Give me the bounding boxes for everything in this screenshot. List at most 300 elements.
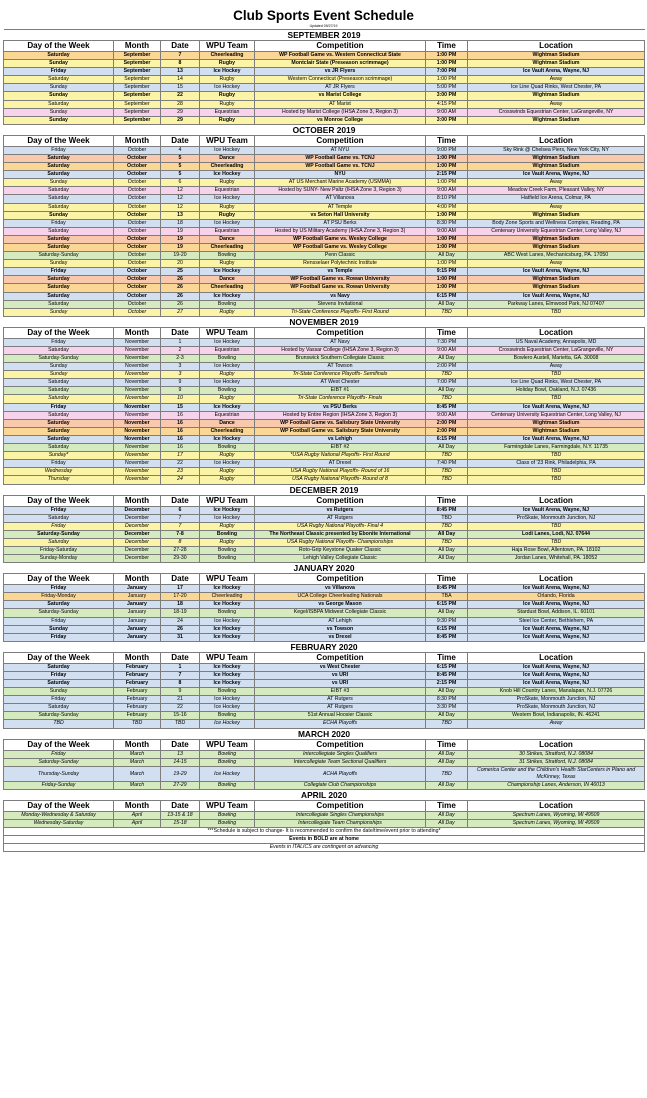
column-header: WPU Team — [200, 327, 255, 338]
time-cell: 1:00 PM — [426, 52, 468, 60]
team-cell: Bowling — [200, 555, 255, 563]
event-row — [4, 219, 645, 227]
column-header: Day of the Week — [4, 495, 114, 506]
location-cell: Knob Hill Country Lanes, Manalapan, N.J. 07726 — [468, 688, 645, 696]
date-cell: 26 — [161, 284, 200, 292]
date-cell: 15 — [161, 84, 200, 92]
day-cell: Saturday — [4, 52, 114, 60]
column-header: Competition — [255, 327, 426, 338]
date-cell: 26 — [161, 276, 200, 284]
location-cell: Wightman Stadium — [468, 52, 645, 60]
event-row — [4, 419, 645, 427]
column-header: WPU Team — [200, 574, 255, 585]
column-header: Month — [114, 800, 161, 811]
month-cell: November — [114, 387, 161, 395]
event-row — [4, 163, 645, 171]
time-cell: 6:15 PM — [426, 601, 468, 609]
column-header: Competition — [255, 652, 426, 663]
month-heading-row — [4, 124, 645, 135]
event-row — [4, 680, 645, 688]
time-cell: 9:30 PM — [426, 617, 468, 625]
team-cell: Dance — [200, 419, 255, 427]
event-row — [4, 411, 645, 419]
date-cell: 18-19 — [161, 609, 200, 617]
event-row — [4, 84, 645, 92]
team-cell: Cheerleading — [200, 427, 255, 435]
competition-cell: Montclair State (Preseason scrimmage) — [255, 60, 426, 68]
day-cell: Saturday — [4, 100, 114, 108]
team-cell: Bowling — [200, 300, 255, 308]
column-header: Time — [426, 800, 468, 811]
day-cell: Saturday — [4, 300, 114, 308]
month-cell: March — [114, 750, 161, 758]
time-cell: All Day — [426, 712, 468, 720]
day-cell: Friday — [4, 338, 114, 346]
column-header: Competition — [255, 495, 426, 506]
team-cell: Rugby — [200, 371, 255, 379]
date-cell: 5 — [161, 171, 200, 179]
competition-cell: vs Rutgers — [255, 506, 426, 514]
location-cell: Ice Vault Arena, Wayne, NJ — [468, 435, 645, 443]
month-cell: November — [114, 355, 161, 363]
date-cell: 4 — [161, 146, 200, 154]
team-cell: Ice Hockey — [200, 617, 255, 625]
day-cell: Saturday — [4, 411, 114, 419]
competition-cell: Intercollegiate Singles Qualifiers — [255, 750, 426, 758]
month-cell: October — [114, 243, 161, 251]
competition-cell: vs George Mason — [255, 601, 426, 609]
time-cell: 5:00 PM — [426, 84, 468, 92]
month-cell: October — [114, 179, 161, 187]
month-heading-row — [4, 563, 645, 574]
event-row — [4, 688, 645, 696]
column-header: Competition — [255, 574, 426, 585]
date-cell: 31 — [161, 633, 200, 641]
location-cell: Lodi Lanes, Lodi, NJ. 07644 — [468, 530, 645, 538]
location-cell: Wightman Stadium — [468, 154, 645, 162]
location-cell: Away — [468, 76, 645, 84]
month-heading-row — [4, 30, 645, 41]
column-header: Time — [426, 135, 468, 146]
time-cell: 3:30 PM — [426, 704, 468, 712]
date-cell: 9 — [161, 379, 200, 387]
team-cell: Equestrian — [200, 346, 255, 354]
competition-cell: AT Marist — [255, 100, 426, 108]
location-cell: Away — [468, 100, 645, 108]
location-cell: Stardust Bowl, Addison, IL. 60101 — [468, 609, 645, 617]
competition-cell: AT Temple — [255, 203, 426, 211]
team-cell: Ice Hockey — [200, 680, 255, 688]
month-heading-row — [4, 728, 645, 739]
location-cell: Meadow Creek Farm, Pleasant Valley, NY — [468, 187, 645, 195]
date-cell: 29 — [161, 116, 200, 124]
month-heading: OCTOBER 2019 — [4, 124, 645, 135]
competition-cell: AT PSU Berks — [255, 219, 426, 227]
day-cell: Friday — [4, 585, 114, 593]
month-heading: JANUARY 2020 — [4, 563, 645, 574]
date-cell: 14-15 — [161, 758, 200, 766]
column-header: Month — [114, 327, 161, 338]
date-cell: 16 — [161, 411, 200, 419]
date-cell: 22 — [161, 704, 200, 712]
competition-cell: WP Football Game vs. Rowan University — [255, 284, 426, 292]
team-cell: Cheerleading — [200, 52, 255, 60]
column-header: Date — [161, 739, 200, 750]
time-cell: All Day — [426, 609, 468, 617]
event-row — [4, 427, 645, 435]
month-cell: November — [114, 403, 161, 411]
competition-cell: Intercollegiate Team Championships — [255, 819, 426, 827]
event-row — [4, 468, 645, 476]
competition-cell: WP Football Game vs. Salisbury State University — [255, 419, 426, 427]
day-cell: Friday — [4, 460, 114, 468]
time-cell: 2:15 PM — [426, 680, 468, 688]
month-cell: November — [114, 379, 161, 387]
month-cell: January — [114, 601, 161, 609]
time-cell: 1:00 PM — [426, 179, 468, 187]
competition-cell: NYU — [255, 171, 426, 179]
date-cell: 12 — [161, 195, 200, 203]
location-cell: Ice Vault Arena, Wayne, NJ — [468, 633, 645, 641]
time-cell: TBA — [426, 593, 468, 601]
event-row — [4, 625, 645, 633]
event-row — [4, 538, 645, 546]
column-header-row — [4, 327, 645, 338]
event-row — [4, 522, 645, 530]
location-cell: Comerica Center and the Children's Health StarCenters in Plano and McKinney, Texas — [468, 766, 645, 781]
day-cell: Saturday-Sunday — [4, 712, 114, 720]
column-header: Location — [468, 495, 645, 506]
day-cell: Thursday — [4, 476, 114, 484]
location-cell: US Naval Academy, Annapolis, MD — [468, 338, 645, 346]
date-cell: 15-18 — [161, 819, 200, 827]
location-cell: Ice Line Quad Rinks, West Chester, PA — [468, 379, 645, 387]
team-cell: Ice Hockey — [200, 625, 255, 633]
column-header: Competition — [255, 800, 426, 811]
time-cell: 1:00 PM — [426, 154, 468, 162]
team-cell: Ice Hockey — [200, 663, 255, 671]
team-cell: Ice Hockey — [200, 435, 255, 443]
date-cell: 26 — [161, 300, 200, 308]
team-cell: Bowling — [200, 688, 255, 696]
time-cell: All Day — [426, 530, 468, 538]
team-cell: Ice Hockey — [200, 506, 255, 514]
date-cell: 2 — [161, 346, 200, 354]
team-cell: Ice Hockey — [200, 363, 255, 371]
competition-cell: vs JR Flyers — [255, 68, 426, 76]
date-cell: 2-3 — [161, 355, 200, 363]
time-cell: All Day — [426, 758, 468, 766]
event-row — [4, 585, 645, 593]
date-cell: 13-15 & 18 — [161, 811, 200, 819]
time-cell: 3:00 PM — [426, 92, 468, 100]
time-cell: All Day — [426, 387, 468, 395]
time-cell: 9:00 AM — [426, 108, 468, 116]
location-cell: Ice Vault Arena, Wayne, NJ — [468, 506, 645, 514]
date-cell: 18 — [161, 219, 200, 227]
column-header: WPU Team — [200, 800, 255, 811]
event-row — [4, 403, 645, 411]
column-header-row — [4, 739, 645, 750]
day-cell: Friday — [4, 522, 114, 530]
month-cell: December — [114, 538, 161, 546]
date-cell: 16 — [161, 427, 200, 435]
column-header: Location — [468, 652, 645, 663]
time-cell: 8:45 PM — [426, 633, 468, 641]
month-heading-row — [4, 484, 645, 495]
day-cell: Saturday — [4, 276, 114, 284]
column-header: Date — [161, 800, 200, 811]
location-cell: Ice Vault Arena, Wayne, NJ — [468, 663, 645, 671]
column-header: WPU Team — [200, 135, 255, 146]
column-header: Time — [426, 652, 468, 663]
event-row — [4, 284, 645, 292]
location-cell: TBD — [468, 371, 645, 379]
time-cell: TBD — [426, 766, 468, 781]
day-cell: Friday — [4, 403, 114, 411]
day-cell: Sunday — [4, 308, 114, 316]
time-cell: 2:00 PM — [426, 427, 468, 435]
month-cell: September — [114, 92, 161, 100]
date-cell: 19-29 — [161, 766, 200, 781]
month-cell: March — [114, 781, 161, 789]
day-cell: Thursday-Sunday — [4, 766, 114, 781]
column-header: Day of the Week — [4, 327, 114, 338]
competition-cell: Lehigh Valley Collegiate Classic — [255, 555, 426, 563]
location-cell: ProSkate, Monmouth Junction, NJ — [468, 696, 645, 704]
team-cell: Rugby — [200, 538, 255, 546]
month-cell: October — [114, 235, 161, 243]
location-cell: TBD — [468, 522, 645, 530]
event-row — [4, 300, 645, 308]
event-row — [4, 609, 645, 617]
team-cell: Dance — [200, 276, 255, 284]
month-heading: MARCH 2020 — [4, 728, 645, 739]
location-cell: Ice Vault Arena, Wayne, NJ — [468, 292, 645, 300]
competition-cell: USA Rugby National Playoffs- Round of 8 — [255, 476, 426, 484]
month-cell: November — [114, 452, 161, 460]
date-cell: 9 — [161, 688, 200, 696]
month-cell: October — [114, 300, 161, 308]
event-row — [4, 371, 645, 379]
location-cell: Ice Vault Arena, Wayne, NJ — [468, 585, 645, 593]
date-cell: 29-30 — [161, 555, 200, 563]
day-cell: Saturday — [4, 292, 114, 300]
event-row — [4, 593, 645, 601]
team-cell: Bowling — [200, 444, 255, 452]
day-cell: Friday — [4, 633, 114, 641]
month-cell: April — [114, 811, 161, 819]
date-cell: 19 — [161, 227, 200, 235]
team-cell: Ice Hockey — [200, 720, 255, 728]
team-cell: Rugby — [200, 92, 255, 100]
location-cell: Wightman Stadium — [468, 92, 645, 100]
team-cell: Cheerleading — [200, 284, 255, 292]
column-header: Date — [161, 652, 200, 663]
date-cell: 15-16 — [161, 712, 200, 720]
team-cell: Bowling — [200, 355, 255, 363]
event-row — [4, 617, 645, 625]
date-cell: 22 — [161, 460, 200, 468]
month-cell: January — [114, 617, 161, 625]
day-cell: Saturday — [4, 395, 114, 403]
competition-cell: EIBT #1 — [255, 387, 426, 395]
page-title: Club Sports Event Schedule — [233, 8, 414, 23]
competition-cell: AT Towson — [255, 363, 426, 371]
team-cell: Ice Hockey — [200, 379, 255, 387]
time-cell: 9:00 AM — [426, 187, 468, 195]
footnote: Events in ITALICS are contingent on advancing — [4, 844, 645, 852]
column-header: Location — [468, 135, 645, 146]
event-row — [4, 444, 645, 452]
day-cell: Saturday — [4, 203, 114, 211]
column-header: Month — [114, 574, 161, 585]
competition-cell: EIBT #3 — [255, 688, 426, 696]
team-cell: Dance — [200, 154, 255, 162]
date-cell: TBD — [161, 720, 200, 728]
date-cell: 3 — [161, 371, 200, 379]
day-cell: Sunday — [4, 371, 114, 379]
time-cell: 9:00 AM — [426, 227, 468, 235]
team-cell: Ice Hockey — [200, 766, 255, 781]
time-cell: All Day — [426, 811, 468, 819]
date-cell: 17-20 — [161, 593, 200, 601]
location-cell: TBD — [468, 308, 645, 316]
month-heading: SEPTEMBER 2019 — [4, 30, 645, 41]
competition-cell: Hosted by Entire Region (IHSA Zone 3, Region 3) — [255, 411, 426, 419]
column-header: WPU Team — [200, 739, 255, 750]
team-cell: Cheerleading — [200, 243, 255, 251]
location-cell: Ice Vault Arena, Wayne, NJ — [468, 680, 645, 688]
time-cell: 1:00 PM — [426, 243, 468, 251]
team-cell: Rugby — [200, 76, 255, 84]
column-header: WPU Team — [200, 495, 255, 506]
month-cell: September — [114, 108, 161, 116]
date-cell: 14 — [161, 76, 200, 84]
competition-cell: vs Seton Hall University — [255, 211, 426, 219]
month-heading: NOVEMBER 2019 — [4, 316, 645, 327]
location-cell: Class of '23 Rink, Philadelphia, PA — [468, 460, 645, 468]
column-header: WPU Team — [200, 41, 255, 52]
team-cell: Ice Hockey — [200, 633, 255, 641]
day-cell: Friday — [4, 219, 114, 227]
time-cell: 4:15 PM — [426, 100, 468, 108]
location-cell: Steel Ice Center, Bethlehem, PA — [468, 617, 645, 625]
month-cell: October — [114, 203, 161, 211]
day-cell: Saturday — [4, 444, 114, 452]
month-cell: January — [114, 633, 161, 641]
competition-cell: AT Drexel — [255, 460, 426, 468]
day-cell: Monday-Wednesday & Saturday — [4, 811, 114, 819]
column-header: Location — [468, 800, 645, 811]
event-row — [4, 355, 645, 363]
competition-cell: WP Football Game vs. Western Connecticut State — [255, 52, 426, 60]
event-row — [4, 363, 645, 371]
competition-cell: AT Rutgers — [255, 514, 426, 522]
competition-cell: vs Lehigh — [255, 435, 426, 443]
competition-cell: AT Lehigh — [255, 617, 426, 625]
competition-cell: Hosted by US Military Academy (IHSA Zone 3, Region 3) — [255, 227, 426, 235]
time-cell: All Day — [426, 688, 468, 696]
date-cell: 13 — [161, 68, 200, 76]
day-cell: Saturday — [4, 379, 114, 387]
time-cell: 2:15 PM — [426, 171, 468, 179]
competition-cell: vs Navy — [255, 292, 426, 300]
column-header-row — [4, 574, 645, 585]
competition-cell: 51st Annual Hoosier Classic — [255, 712, 426, 720]
team-cell: Ice Hockey — [200, 403, 255, 411]
day-cell: Friday-Sunday — [4, 781, 114, 789]
column-header-row — [4, 800, 645, 811]
month-cell: January — [114, 585, 161, 593]
month-cell: October — [114, 308, 161, 316]
day-cell: Saturday-Sunday — [4, 758, 114, 766]
team-cell: Ice Hockey — [200, 601, 255, 609]
competition-cell: Rensselaer Polytechnic Institute — [255, 260, 426, 268]
event-row — [4, 346, 645, 354]
column-header: Date — [161, 327, 200, 338]
column-header-row — [4, 495, 645, 506]
competition-cell: Hosted by SUNY- New Paltz (IHSA Zone 3, Region 3) — [255, 187, 426, 195]
date-cell: 16 — [161, 444, 200, 452]
location-cell: TBD — [468, 452, 645, 460]
month-cell: March — [114, 758, 161, 766]
competition-cell: vs Monroe College — [255, 116, 426, 124]
column-header: Day of the Week — [4, 800, 114, 811]
month-cell: September — [114, 100, 161, 108]
date-cell: 17 — [161, 585, 200, 593]
month-cell: November — [114, 346, 161, 354]
column-header: Location — [468, 574, 645, 585]
competition-cell: Tri-State Conference Playoffs- Semifinals — [255, 371, 426, 379]
competition-cell: WP Football Game vs. TCNJ — [255, 163, 426, 171]
date-cell: 24 — [161, 617, 200, 625]
team-cell: Bowling — [200, 530, 255, 538]
event-row — [4, 92, 645, 100]
team-cell: Bowling — [200, 252, 255, 260]
event-row — [4, 601, 645, 609]
team-cell: Ice Hockey — [200, 68, 255, 76]
time-cell: 1:00 PM — [426, 284, 468, 292]
team-cell: Cheerleading — [200, 593, 255, 601]
month-heading-row — [4, 789, 645, 800]
month-cell: TBD — [114, 720, 161, 728]
event-row — [4, 811, 645, 819]
location-cell: Bowlero Austell, Marietta, GA. 30008 — [468, 355, 645, 363]
day-cell: Sunday — [4, 625, 114, 633]
day-cell: Friday-Monday — [4, 593, 114, 601]
team-cell: Ice Hockey — [200, 195, 255, 203]
footnote-row — [4, 844, 645, 852]
team-cell: Rugby — [200, 522, 255, 530]
month-cell: November — [114, 435, 161, 443]
schedule-body — [4, 30, 645, 852]
date-cell: 12 — [161, 203, 200, 211]
month-cell: December — [114, 522, 161, 530]
location-cell: Ice Vault Arena, Wayne, NJ — [468, 68, 645, 76]
team-cell: Bowling — [200, 387, 255, 395]
event-row — [4, 452, 645, 460]
location-cell: ABC West Lanes, Mechanicsburg, PA. 17050 — [468, 252, 645, 260]
time-cell: All Day — [426, 355, 468, 363]
location-cell: Farmingdale Lanes, Farmingdale, N.Y. 11735 — [468, 444, 645, 452]
competition-cell: WP Football Game vs. Wesley College — [255, 243, 426, 251]
date-cell: 19 — [161, 235, 200, 243]
event-row — [4, 179, 645, 187]
month-cell: September — [114, 52, 161, 60]
date-cell: 19 — [161, 243, 200, 251]
team-cell: Ice Hockey — [200, 514, 255, 522]
